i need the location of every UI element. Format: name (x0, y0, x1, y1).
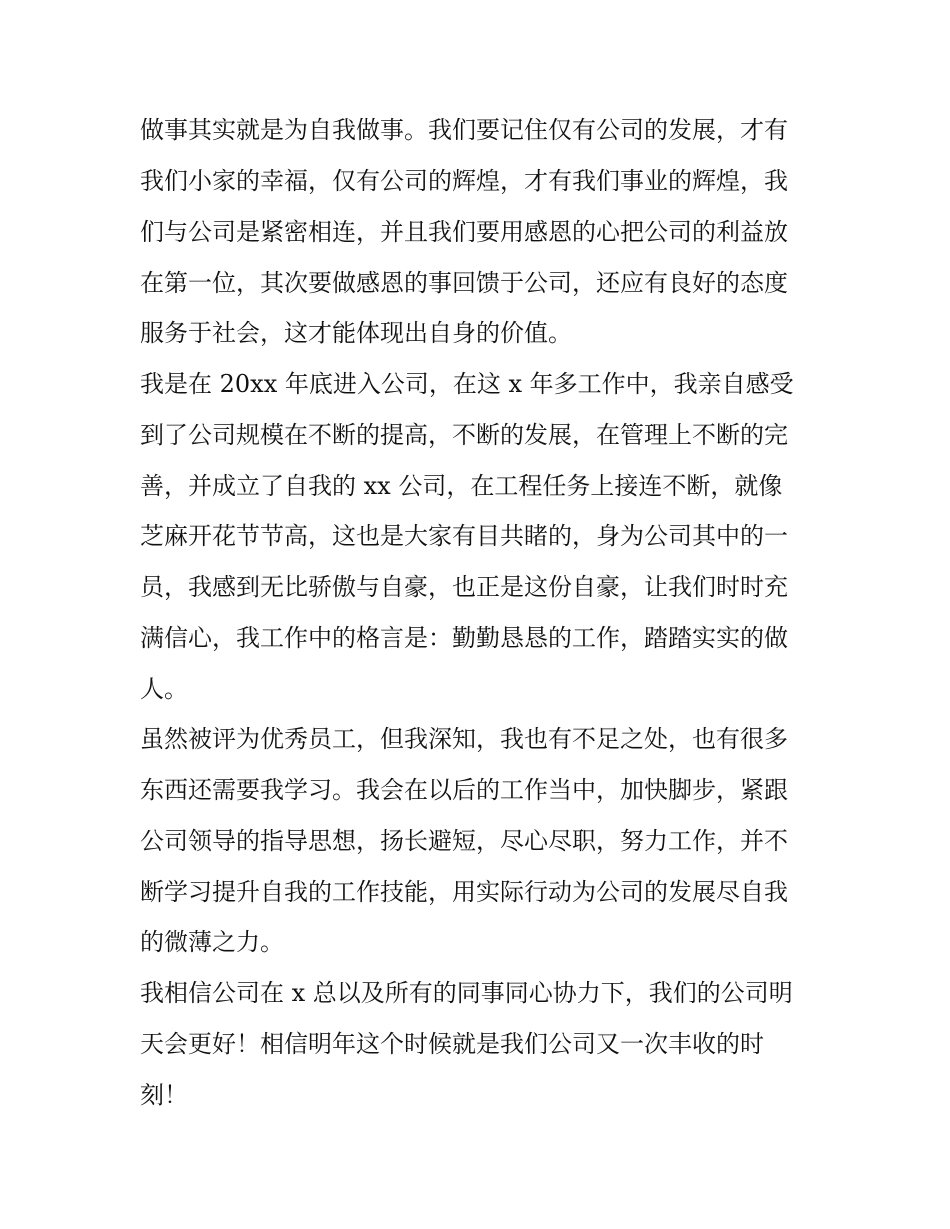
text-line: 我是在 20xx 年底进入公司，在这 x 年多工作中，我亲自感受 (140, 370, 794, 398)
text-line: 到了公司规模在不断的提高，不断的发展，在管理上不断的完 (140, 421, 788, 449)
text-line: 刻！ (140, 1081, 188, 1109)
text-line: 东西还需要我学习。我会在以后的工作当中，加快脚步，紧跟 (140, 776, 788, 804)
text-line: 满信心，我工作中的格言是：勤勤恳恳的工作，踏踏实实的做 (140, 624, 788, 652)
text-line: 芝麻开花节节高，这也是大家有目共睹的，身为公司其中的一 (140, 522, 788, 550)
text-line: 虽然被评为优秀员工，但我深知，我也有不足之处，也有很多 (140, 725, 788, 753)
text-line: 们与公司是紧密相连，并且我们要用感恩的心把公司的利益放 (140, 218, 788, 246)
text-line: 人。 (140, 675, 188, 703)
text-line: 善，并成立了自我的 xx 公司，在工程任务上接连不断，就像 (140, 472, 783, 500)
text-line: 天会更好！相信明年这个时候就是我们公司又一次丰收的时 (140, 1030, 764, 1058)
text-line: 做事其实就是为自我做事。我们要记住仅有公司的发展，才有 (140, 116, 788, 144)
text-line: 我相信公司在 x 总以及所有的同事同心协力下，我们的公司明 (140, 979, 793, 1007)
text-line: 在第一位，其次要做感恩的事回馈于公司，还应有良好的态度 (140, 269, 788, 297)
text-line: 员，我感到无比骄傲与自豪，也正是这份自豪，让我们时时充 (140, 573, 788, 601)
text-line: 服务于社会，这才能体现出自身的价值。 (140, 319, 572, 347)
text-line: 我们小家的幸福，仅有公司的辉煌，才有我们事业的辉煌，我 (140, 167, 788, 195)
text-line: 的微薄之力。 (140, 928, 284, 956)
text-line: 公司领导的指导思想，扬长避短，尽心尽职，努力工作，并不 (140, 827, 788, 855)
text-line: 断学习提升自我的工作技能，用实际行动为公司的发展尽自我 (140, 878, 788, 906)
